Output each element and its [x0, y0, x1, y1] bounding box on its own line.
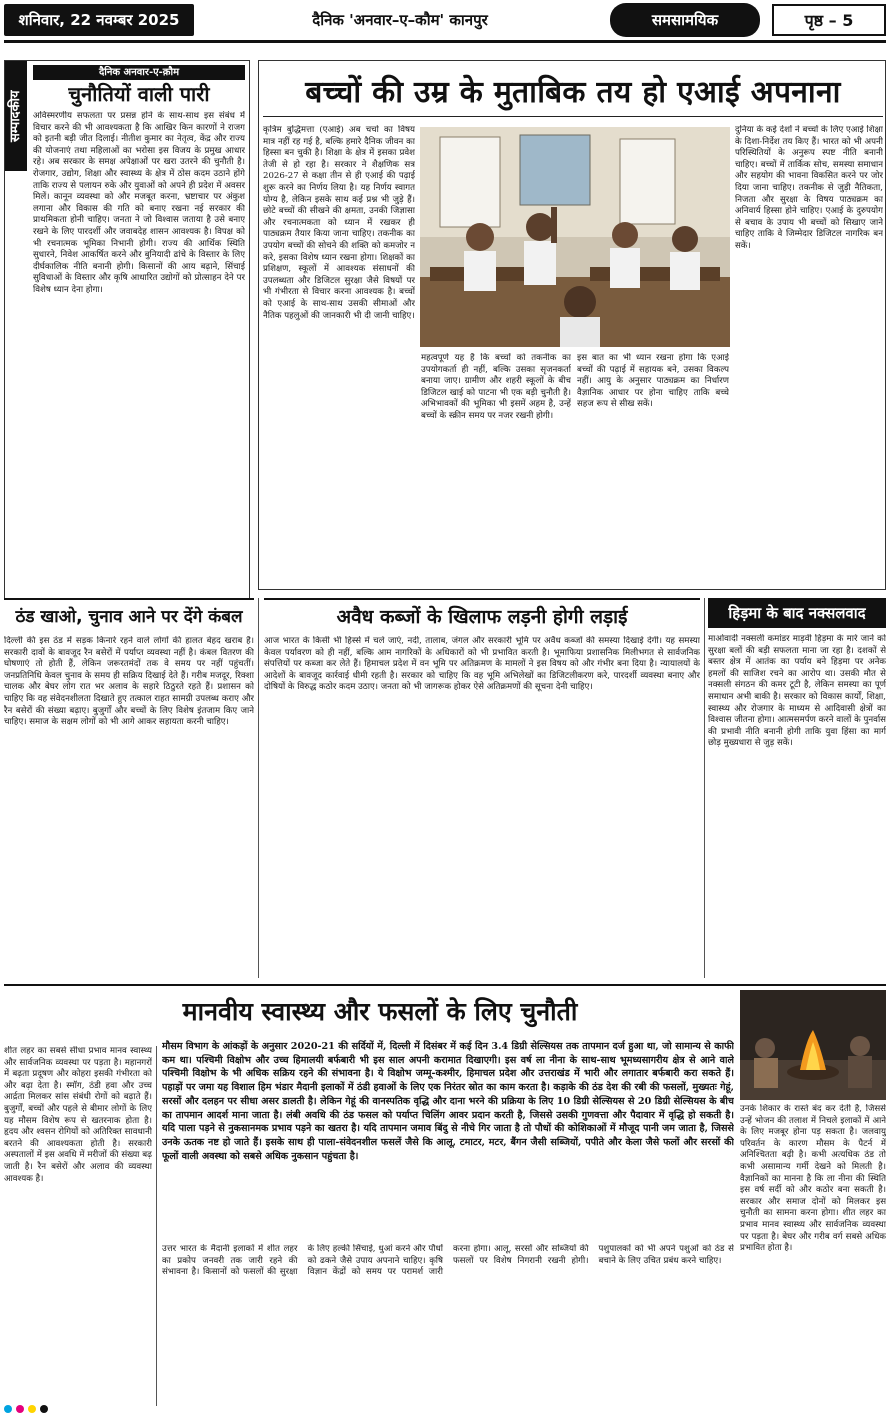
registration-dot [40, 1405, 48, 1413]
newspaper-name: दैनिक 'अनवार–ए–कौम' कानपुर [312, 11, 488, 29]
editorial-tab: सम्पादकीय [5, 61, 27, 171]
story-health-left-col: शीत लहर का सबसे सीधा प्रभाव मानव स्वास्थ्य और सार्वजनिक व्यवस्था पर पड़ता है। महानगरों में बढ़ता प्रदूषण और कोहरा इसकी गंभीरता को और बढ़ा देता है। स्मॉग, ठंडी हवा और उच्च आर्द्रता मिलकर सांस संबंधी रोगों को बढ़ाते हैं। बुजुर्गों, बच्चों और पहले से बीमार लोगों के लिए यह मौसम विशेष रूप से खतरनाक होता है। हृदय और श्वसन रोगियों को अतिरिक्त सावधानी बरतने की आवश्यकता होती है। सरकारी अस्पतालों में इस अवधि में मरीजों की संख्या बढ़ जाती है। रैन बसेरों और अलाव की व्यवस्था आवश्यक है। [4, 1046, 152, 1184]
story-hidma-body: माओवादी नक्सली कमांडर माड़वी हिड़मा के मारे जाने को सुरक्षा बलों की बड़ी सफलता माना जा रहा है। दशकों से बस्तर क्षेत्र में आतंक का पर्याय बने हिड़मा पर अनेक हमलों की साजिश रचने का आरोप था। उसकी मौत से नक्सली संगठन की कमर टूटी है, लेकिन समस्या का पूर्ण समाधान अभी बाकी है। सरकार को विकास कार्यों, शिक्षा, स्वास्थ्य और रोजगार के माध्यम से आदिवासी क्षेत्रों का विश्वास जीतना होगा। आत्मसमर्पण करने वालों के पुनर्वास की प्रभावी नीति बनानी होगी ताकि युवा हिंसा का मार्ग छोड़ मुख्यधारा से जुड़ सकें। [708, 634, 886, 749]
editorial-box [4, 60, 250, 600]
registration-dot [28, 1405, 36, 1413]
classroom-photo [420, 127, 730, 347]
editorial-body: अविस्मरणीय सफलता पर प्रसन्न होने के साथ-साथ इस संबंध में विचार करने की भी आवश्यकता है कि आखिर किन कारणों ने राजग को इतनी बड़ी जीत दिलाई। नीतीश कुमार का नेतृत्व, केंद्र और राज्य की योजनाएं तथा महिलाओं का भरोसा इस विजय के प्रमुख आधार रहे। अब सरकार के समक्ष अपेक्षाओं पर खरा उतरने की चुनौती है। रोजगार, उद्योग, शिक्षा और स्वास्थ्य के क्षेत्र में ठोस कदम उठाने होंगे ताकि राज्य से पलायन रुके और युवाओं को अपने ही प्रदेश में अवसर मिलें। कानून व्यवस्था को और मजबूत करना, भ्रष्टाचार पर अंकुश लगाना और विकास की गति को बनाए रखना नई सरकार की प्राथमिकता होनी चाहिए। जनता ने जो विश्वास जताया है उसे बनाए रखने के लिए पारदर्शी और जवाबदेह शासन आवश्यक है। विपक्ष को भी रचनात्मक भूमिका निभानी होगी। राज्य की आर्थिक स्थिति सुधारने, निवेश आकर्षित करने और बुनियादी ढांचे के विस्तार के लिए दीर्घकालिक नीति बनानी होगी। किसानों की आय बढ़ाने, सिंचाई सुविधाओं के विस्तार और कृषि आधारित उद्योगों को प्रोत्साहन देने पर विशेष ध्यान देना होगा। [33, 111, 245, 295]
registration-dot [16, 1405, 24, 1413]
story-health-headline: मानवीय स्वास्थ्य और फसलों के लिए चुनौती [182, 997, 578, 1026]
story-health-lead-text: मौसम विभाग के आंकड़ों के अनुसार 2020-21 की सर्दियों में, दिल्ली में दिसंबर में कई दिन 3.4 डिग्री सेल्सियस तक तापमान दर्ज हुआ था, जो सामान्य से काफी कम था। पश्चिमी विक्षोभ और उच्च हिमालयी बर्फबारी भी इस साल अपनी करामात दिखाएगी। इस वर्ष ला नीना के साथ-साथ भूमध्यसागरीय क्षेत्र से आने वाले पश्चिमी विक्षोभ के भी अधिक सक्रिय रहने की संभावना है। ये विक्षोभ जम्मू-कश्मीर, हिमाचल प्रदेश और उत्तराखंड में भारी और लगातार बर्फबारी करा सकते हैं। पहाड़ों पर जमा यह विशाल हिम भंडार मैदानी इलाकों में ठंडी हवाओं के लिए एक निरंतर स्रोत का काम करता है। कड़ाके की ठंड देश की रबी की फसलों, मुख्यतः गेहूं, सरसों और दलहन पर सीधा असर डालती है। लेकिन गेहूं की वानस्पतिक वृद्धि और दाना भरने की प्रक्रिया के लिए 10 डिग्री सेल्सियस से 20 डिग्री सेल्सियस के बीच का तापमान आदर्श माना जाता है। लंबी अवधि की ठंड फसल को पर्याप्त चिलिंग आवर प्रदान करती है, जिससे उसकी गुणवत्ता और पैदावार में वृद्धि हो सकती है। यदि पाला पड़ने से नुकसानमक प्रभाव पड़ने का खतरा है। यदि तापमान जमाव बिंदु से नीचे गिर जाता है तो पौधों की कोशिकाओं में मौजूद पानी जम जाता है, जिससे उनके ऊतक नष्ट हो जाते हैं। इसके साथ ही पाला-संवेदनशील फसलें जैसे कि आलू, टमाटर, मटर, बैंगन जैसी सब्जियों, पपीते और केला जैसे फलों और सरसों की फूलों वाली अवस्था को सबसे अधिक नुकसान पहुंचता है। [162, 1041, 734, 1162]
story-health-right-text: उनके शिकार के रास्ते बंद कर देती है, जिससे उन्हें भोजन की तलाश में निचले इलाकों में आने के लिए मजबूर होना पड़ सकता है। जलवायु परिवर्तन के कारण मौसम के पैटर्न में अनिश्चितता बढ़ी है। कभी अत्यधिक ठंड तो कभी असामान्य गर्मी देखने को मिलती है। वैज्ञानिकों का मानना है कि ला नीना की स्थिति इस वर्ष सर्दी को और कठोर बना सकती है। सरकार और समाज दोनों को मिलकर इस चुनौती का सामना करना होगा। शीत लहर का प्रभाव मानव स्वास्थ्य और सार्वजनिक व्यवस्था पर पड़ता है। बेघर और गरीब वर्ग सबसे अधिक प्रभावित होता है। [740, 1104, 886, 1254]
column-rule [704, 598, 705, 978]
editorial-headline: चुनौतियों वाली पारी [68, 82, 210, 106]
editorial-kicker: दैनिक अनवार-ए-क़ौम [33, 65, 245, 80]
story-avaidh-headline: अवैध कब्जों के खिलाफ लड़नी होगी लड़ाई [336, 606, 628, 628]
column-rule [258, 598, 259, 978]
lead-col-4: दुनिया के कई देशों ने बच्चों के लिए एआई शिक्षा के दिशा-निर्देश तय किए हैं। भारत को भी अपनी परिस्थितियों के अनुरूप स्पष्ट नीति बनानी चाहिए। बच्चों में तार्किक सोच, समस्या समाधान और सहयोग की भावना विकसित करने पर जोर दिया जाना चाहिए। तकनीक से जुड़ी नैतिकता, निजता और सुरक्षा के विषय पाठ्यक्रम का अनिवार्य हिस्सा होने चाहिए। एआई के दुरुपयोग से बचाव के उपाय भी बच्चों को सिखाए जाने चाहिए ताकि वे जिम्मेदार डिजिटल नागरिक बन सकें। [735, 125, 883, 251]
section-label: समसामयिक [610, 3, 760, 37]
masthead [0, 0, 890, 42]
story-health-bottom-text: उत्तर भारत के मैदानी इलाकों में शीत लहर का प्रकोप जनवरी तक जारी रहने की संभावना है। किसानों को फसलों की सुरक्षा के लिए हल्की सिंचाई, धुआं करने और पौधों को ढकने जैसे उपाय अपनाने चाहिए। कृषि विज्ञान केंद्रों को समय पर परामर्श जारी करना होगा। आलू, सरसों और सब्जियों की फसलों पर विशेष निगरानी रखनी होगी। पशुपालकों को भी अपने पशुओं को ठंड से बचाने के लिए उचित प्रबंध करने चाहिए। [162, 1244, 734, 1278]
story-hidma-header [708, 598, 886, 628]
issue-date: शनिवार, 22 नवम्बर 2025 [4, 4, 194, 36]
column-rule [156, 1046, 157, 1406]
page-number: पृष्ठ – 5 [772, 4, 886, 36]
lead-headline: बच्चों की उम्र के मुताबिक तय हो एआई अपनाना [263, 65, 883, 117]
story-thand-headline: ठंड खाओ, चुनाव आने पर देंगे कंबल [15, 607, 243, 627]
lead-col-3: इस बात का भी ध्यान रखना होगा कि एआई बच्चों की पढ़ाई में सहायक बने, उसका विकल्प नहीं। आयु के अनुसार पाठ्यक्रम का निर्धारण वैज्ञानिक आधार पर होना चाहिए ताकि बच्चे सहज रूप से सीख सकें। [577, 353, 729, 410]
story-thand [4, 598, 254, 634]
registration-dots [4, 1404, 64, 1414]
registration-dot [4, 1405, 12, 1413]
section-rule [4, 984, 886, 986]
lead-col-2: महत्वपूर्ण यह है कि बच्चों को तकनीक का उपयोगकर्ता ही नहीं, बल्कि उसका सृजनकर्ता बनाया जाए। ग्रामीण और शहरी स्कूलों के बीच डिजिटल खाई को पाटना भी एक बड़ी चुनौती है। अभिभावकों की भूमिका भी इसमें अहम है, उन्हें बच्चों के स्क्रीन समय पर नजर रखनी होगी। [421, 353, 571, 421]
masthead-rule [4, 40, 886, 43]
story-avaidh [264, 598, 700, 634]
story-thand-body: दिल्ली की इस ठंड में सड़क किनारे रहने वाले लोगों की हालत बेहद खराब है। सरकारी दावों के बावजूद रैन बसेरों में पर्याप्त व्यवस्था नहीं है। कंबल वितरण की घोषणाएं तो होती हैं, लेकिन जरूरतमंदों तक वे समय पर नहीं पहुंचतीं। जनप्रतिनिधि केवल चुनाव के समय ही सक्रिय दिखाई देते हैं। गरीब मजदूर, रिक्शा चालक और बेघर लोग रात भर अलाव के सहारे ठिठुरते रहते हैं। प्रशासन को चाहिए कि वह संवेदनशीलता दिखाते हुए तत्काल राहत सामग्री उपलब्ध कराए और रैन बसेरों की संख्या बढ़ाए। बुजुर्गों और बच्चों के लिए विशेष इंतजाम किए जाने चाहिए। समाज के सक्षम लोगों को भी आगे आकर सहायता करनी चाहिए। [4, 636, 254, 728]
story-avaidh-body: आज भारत के किसी भी हिस्से में चले जाएं, नदी, तालाब, जंगल और सरकारी भूमि पर अवैध कब्जों की समस्या दिखाई देगी। यह समस्या केवल पर्यावरण को ही नहीं, बल्कि आम नागरिकों के अधिकारों को भी प्रभावित करती है। भूमाफिया प्रशासनिक मिलीभगत से सार्वजनिक संपत्तियों पर कब्जा कर लेते हैं। हिमाचल प्रदेश में वन भूमि पर अतिक्रमण के मामलों ने इस विषय को और गंभीर बना दिया है। न्यायालयों के आदेशों के बावजूद कार्रवाई धीमी रहती है। सरकार को चाहिए कि वह भूमि अभिलेखों का डिजिटलीकरण करे, पारदर्शी व्यवस्था बनाए और दोषियों के विरुद्ध कठोर कदम उठाए। जनता को भी जागरूक होकर ऐसे अतिक्रमणों की सूचना देनी चाहिए। [264, 636, 700, 693]
lead-col-1: कृत्रिम बुद्धिमत्ता (एआई) अब चर्चा का विषय मात्र नहीं रह गई है, बल्कि हमारे दैनिक जीवन का हिस्सा बन चुकी है। शिक्षा के क्षेत्र में इसका प्रवेश तेजी से हो रहा है। सरकार ने शैक्षणिक सत्र 2026-27 से कक्षा तीन से ही एआई की पढ़ाई शुरू करने का निर्णय लिया है। यह निर्णय स्वागत योग्य है, लेकिन इसके साथ कई प्रश्न भी जुड़े हैं। छोटे बच्चों की सीखने की क्षमता, उनकी जिज्ञासा और रचनात्मकता को ध्यान में रखकर ही पाठ्यक्रम तैयार किया जाना चाहिए। तकनीक का उपयोग बच्चों की सोचने की शक्ति को कमजोर न करे, इसका विशेष ध्यान रखना होगा। शिक्षकों का प्रशिक्षण, स्कूलों में आवश्यक संसाधनों की उपलब्धता और डिजिटल सुरक्षा जैसे विषयों पर भी गंभीरता से विचार करना आवश्यक है। बच्चों को एआई के साथ-साथ उसकी सीमाओं और नैतिक पहलुओं की जानकारी भी दी जानी चाहिए। [263, 125, 415, 321]
bonfire-photo [740, 990, 886, 1100]
story-hidma-headline: हिड़मा के बाद नक्सलवाद [728, 604, 866, 622]
